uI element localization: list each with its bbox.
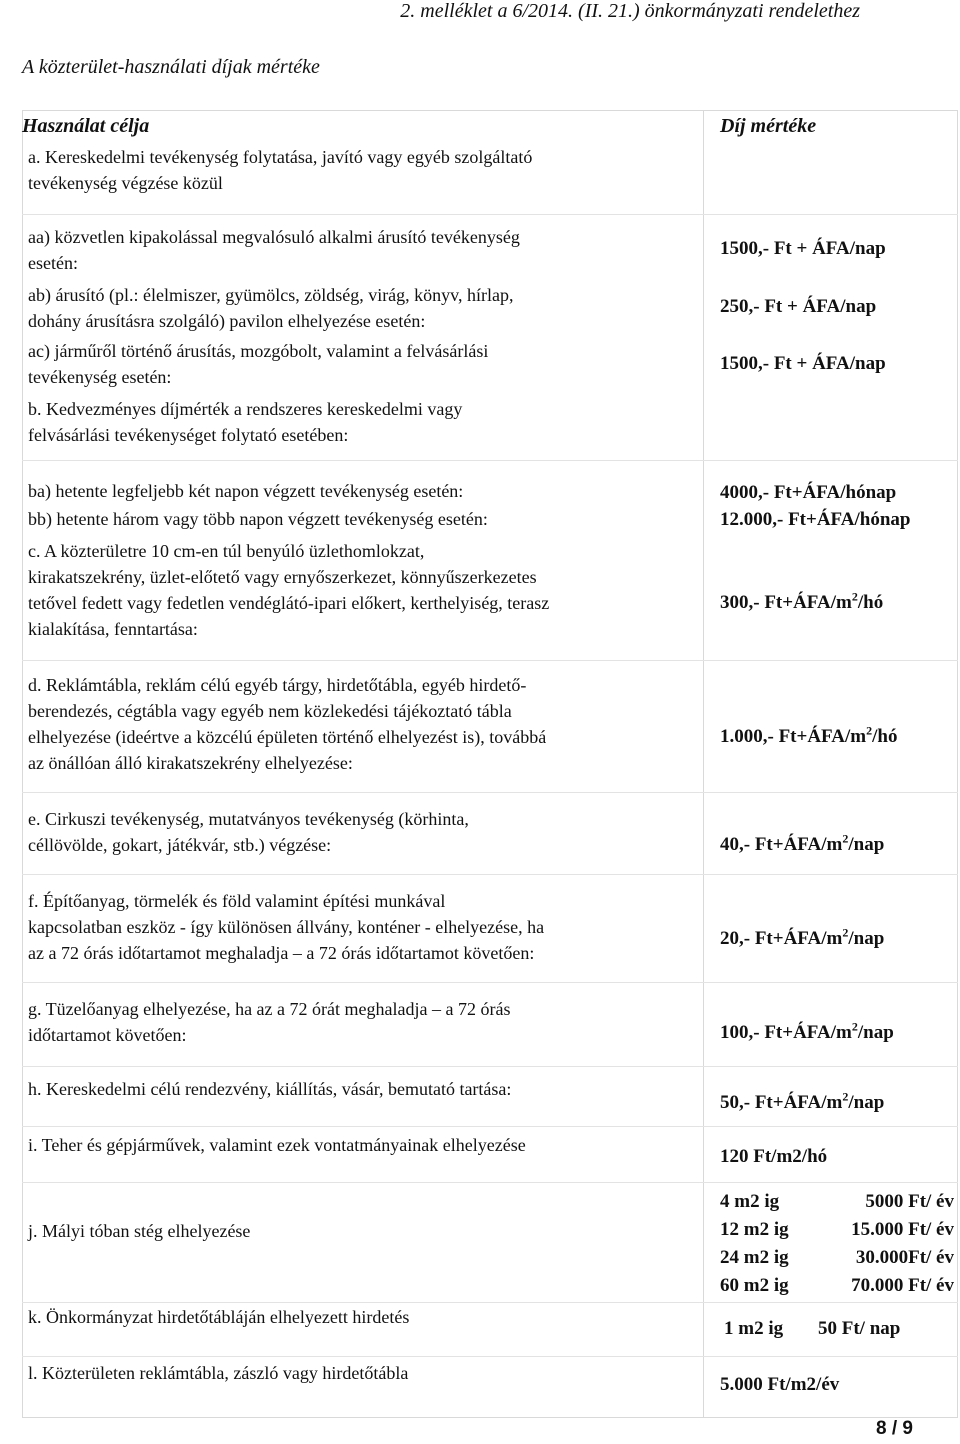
item-ac-fee: 1500,- Ft + ÁFA/nap — [720, 353, 886, 374]
page-number: 8 / 9 — [876, 1418, 913, 1439]
row-divider — [22, 1302, 958, 1303]
item-aa-text: aa) közvetlen kipakolással megvalósuló alkalmi árusító tevékenység esetén: — [28, 227, 520, 273]
column-header-fee: Díj mértéke — [720, 115, 817, 137]
item-g-fee: 100,- $Ft+ÁFA/m^2$/nap — [720, 1019, 894, 1043]
row-divider — [22, 1356, 958, 1357]
item-bb-fee: 12.000,- Ft+ÁFA/hónap — [720, 509, 911, 530]
row-divider — [22, 214, 958, 215]
item-a-text: a. Kereskedelmi tevékenység folytatása, javító vagy egyéb szolgáltató tevékenység végzése közül — [28, 147, 533, 193]
row-divider — [22, 1182, 958, 1183]
item-ab-text: ab) árusító (pl.: élelmiszer, gyümölcs, zöldség, virág, könyv, hírlap, dohány árusításra szolgáló) pavilon elhelyezése esetén: — [28, 285, 514, 331]
item-bb-text: bb) hetente három vagy több napon végzett tevékenység esetén: — [28, 509, 488, 529]
item-d-fee: 1.000,- $Ft+ÁFA/m^2/hó$ — [720, 723, 898, 747]
item-ba-text: ba) hetente legfeljebb két napon végzett tevékenység esetén: — [28, 481, 464, 501]
item-e-text: e. Cirkuszi tevékenység, mutatványos tevékenység (körhinta, céllövölde, gokart, játékvár, stb.) végzése: — [28, 809, 469, 855]
item-d-text: d. Reklámtábla, reklám célú egyéb tárgy, hirdetőtábla, egyéb hirdető- berendezés, cégtábla vagy egyéb nem közlekedési tájékoztató tábla elhelyezése (ideértve a közcélú épületen történő elhelyezést is), továbbá az önállóan álló kirakatszekrény elhelyezése: — [28, 675, 547, 773]
column-divider — [703, 110, 704, 1418]
item-l-text: l. Közterületen reklámtábla, zászló vagy hirdetőtábla — [28, 1363, 409, 1383]
item-f-text: f. Építőanyag, törmelék és föld valamint építési munkával kapcsolatban eszköz - így különösen állvány, konténer - elhelyezése, ha az a 72 órás időtartamot meghaladja – a 72 órás időtartamot követően: — [28, 891, 545, 963]
j-price: 70.000 Ft/ év — [851, 1275, 954, 1296]
item-f-fee: 20,- $Ft+ÁFA/m^2$/nap — [720, 925, 885, 949]
row-divider — [22, 460, 958, 461]
j-size: 4 m2 ig — [720, 1191, 780, 1212]
item-j-sizes — [720, 1188, 789, 1300]
item-e-fee: 40,- $Ft+ÁFA/m^2$/nap — [720, 831, 885, 855]
item-h-text: h. Kereskedelmi célú rendezvény, kiállítás, vásár, bemutató tartása: — [28, 1079, 512, 1099]
item-g-text: g. Tüzelőanyag elhelyezése, ha az a 72 órát meghaladja – a 72 órás időtartamot követően: — [28, 999, 511, 1045]
item-ab-fee: 250,- Ft + ÁFA/nap — [720, 296, 877, 317]
item-aa-fee: 1500,- Ft + ÁFA/nap — [720, 238, 886, 259]
row-divider — [22, 792, 958, 793]
item-ac-text: ac) járműről történő árusítás, mozgóbolt, valamint a felvásárlási tevékenység esetén: — [28, 341, 489, 387]
row-divider — [22, 1066, 958, 1067]
item-c-fee: 300,- $Ft+ÁFA/m^2/hó$ — [720, 589, 884, 613]
row-divider — [22, 660, 958, 661]
column-header-purpose: Használat célja — [22, 115, 150, 137]
j-size: 12 m2 ig — [720, 1219, 789, 1240]
item-k-price: 50 Ft/ nap — [818, 1318, 901, 1339]
item-h-fee: 50,- $Ft+ÁFA/m^2$/nap — [720, 1089, 885, 1113]
item-c-text: c. A közterületre 10 cm-en túl benyúló üzlethomlokzat, kirakatszekrény, üzlet-előtető vagy ernyőszerkezet, könnyűszerkezetes tetővel fedett vagy fedetlen vendéglátó-ipari előkert, kerthelyiség, terasz kialakítása, fenntartása: — [28, 541, 550, 639]
j-size: 24 m2 ig — [720, 1247, 789, 1268]
item-k-text: k. Önkormányzat hirdetőtábláján elhelyezett hirdetés — [28, 1307, 410, 1327]
item-b-text: b. Kedvezményes díjmérték a rendszeres kereskedelmi vagy felvásárlási tevékenységet folytató esetében: — [28, 399, 463, 445]
j-price: 15.000 Ft/ év — [851, 1219, 954, 1240]
item-i-fee: 120 Ft/m2/hó — [720, 1146, 828, 1167]
item-j-text: j. Mályi tóban stég elhelyezése — [28, 1221, 251, 1241]
item-k-size: 1 m2 ig — [724, 1318, 784, 1339]
j-price: 30.000Ft/ év — [855, 1247, 954, 1268]
j-price: 5000 Ft/ év — [865, 1191, 954, 1212]
row-divider — [22, 874, 958, 875]
row-divider — [22, 982, 958, 983]
header-note: 2. melléklet a 6/2014. (II. 21.) önkormányzati rendelethez — [400, 0, 860, 22]
item-ba-fee: 4000,- Ft+ÁFA/hónap — [720, 482, 897, 503]
item-l-fee: 5.000 Ft/m2/év — [720, 1374, 840, 1395]
row-divider — [22, 1126, 958, 1127]
item-j-prices — [818, 1188, 954, 1300]
document-title: A közterület-használati díjak mértéke — [22, 56, 320, 78]
item-i-text: i. Teher és gépjárművek, valamint ezek vontatmányainak elhelyezése — [28, 1135, 526, 1155]
j-size: 60 m2 ig — [720, 1275, 789, 1296]
